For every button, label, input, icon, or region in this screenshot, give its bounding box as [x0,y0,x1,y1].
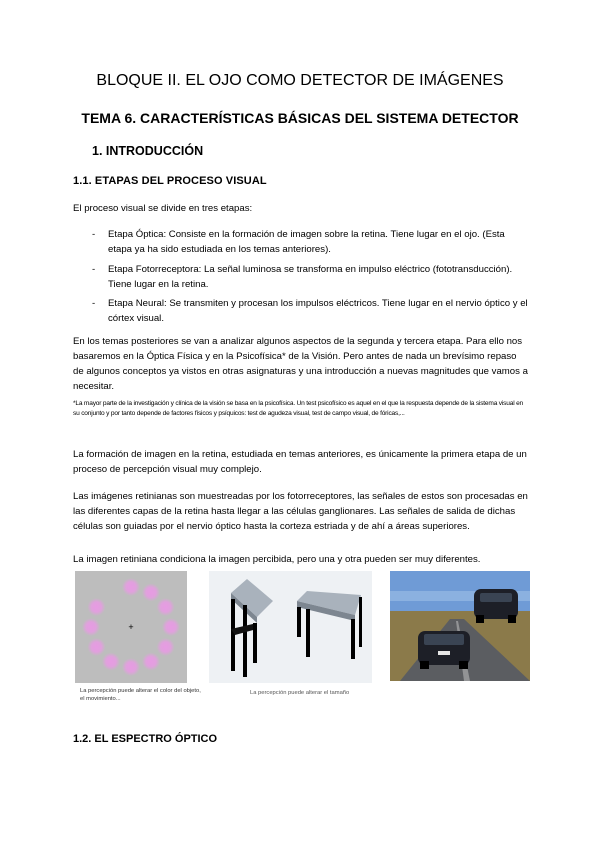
left-table-leg [253,623,257,663]
section-introduccion: 1. INTRODUCCIÓN [92,144,204,158]
left-table [231,579,273,677]
intro-paragraph: El proceso visual se divide en tres etapas: [73,203,253,214]
paragraph-formacion-imagen: La formación de imagen en la retina, estudiada en temas anteriores, es únicamente la primera etapa de un proceso de percepción visual muy complejo. [73,449,527,475]
lilac-dot [87,638,105,656]
lilac-dot [122,578,140,596]
bullet-dash: - [92,264,96,275]
paragraph-imagenes-retinianas: Las imágenes retinianas son muestreadas por los fotorreceptores, las señales de estos son procesadas en las diferentes capas de la retina hasta llegar a las células ganglionares. Las señales de salida de dichas células son guiadas por el nervio óptico hasta la corteza estriada y de ahí a áreas superiores. [73,491,528,532]
bullet-text: Etapa Fotorreceptora: La señal luminosa se transforma en impulso eléctrico (fototransducción). Tiene lugar en la retina. [108,264,513,290]
bullet-text: Etapa Neural: Se transmiten y procesan los impulsos eléctricos. Tiene lugar en el nervio óptico y el córtex visual. [108,298,528,324]
cars-road-svg [390,571,530,681]
lilac-dot [157,638,175,656]
lilac-dot [82,618,100,636]
bloque-title: BLOQUE II. EL OJO COMO DETECTOR DE IMÁGENES [96,72,504,89]
footnote-psicofisica: *La mayor parte de la investigación y clínica de la visión se basa en la psicofísica. Un test psicofísico es aquel en el que la respuesta depende de la sistema visual en su conjunto y por tanto depende de factores físicos y psíquicos: test de agudeza visual, test de campo visual, de fóricas,... [73,400,524,417]
left-table-leg [231,599,235,671]
left-table-top [231,579,273,617]
near-car-window [424,634,464,645]
far-car-window [480,593,512,602]
caption-tamano: La percepción puede alterar el tamaño [250,690,350,696]
near-car [418,631,470,669]
lilac-dot [87,598,105,616]
right-table-leg [359,597,362,647]
paragraph-temas-posteriores: En los temas posteriores se van a analizar algunos aspectos de la segunda y tercera etapa. Para ello nos basaremos en la Óptica Física y en la Psicofísica* de la Visión. Pero antes de nada un brevísimo repaso de algunos conceptos ya vistos en otras asignaturas y una introducción a nuevas magnitudes que vamos a necesitar. [73,336,528,392]
tema-title: TEMA 6. CARACTERÍSTICAS BÁSICAS DEL SISTEMA DETECTOR [81,110,519,126]
right-table-leg [351,619,355,659]
right-table-leg [297,607,301,637]
bullet-dash: - [92,298,96,309]
shepard-tables-image [209,571,372,683]
lilac-dot [142,653,160,671]
left-table-leg [243,605,247,677]
right-table [297,591,362,659]
lilac-dot [122,658,140,676]
paragraph-imagen-percibida: La imagen retiniana condiciona la imagen percibida, pero una y otra pueden ser muy diferentes. [73,554,481,565]
cars-road-illusion-image [390,571,530,681]
bullet-text: Etapa Óptica: Consiste en la formación de imagen sobre la retina. Tiene lugar en el ojo. (Esta etapa ya ha sido estudiada en los temas anteriores). [108,229,505,255]
far-car-wheel [476,615,484,623]
section-etapas-proceso-visual: 1.1. ETAPAS DEL PROCESO VISUAL [73,175,267,187]
right-table-leg [306,609,310,657]
lilac-dot [142,583,160,601]
fixation-cross: + [128,622,134,632]
section-espectro-optico: 1.2. EL ESPECTRO ÓPTICO [73,733,218,745]
lilac-dot [157,598,175,616]
caption-color-movimiento: La percepción puede alterar el color del objeto, el movimiento... [80,688,201,702]
lilac-dot [162,618,180,636]
far-car [474,589,518,623]
shepard-tables-svg [209,571,372,683]
near-car-plate [438,651,450,655]
near-car-wheel [420,661,429,669]
lilac-dot [102,653,120,671]
far-car-wheel [508,615,516,623]
bullet-dash: - [92,229,96,240]
near-car-wheel [459,661,468,669]
lilac-chaser-illusion-image [75,571,187,683]
lilac-chaser-svg [75,571,187,683]
